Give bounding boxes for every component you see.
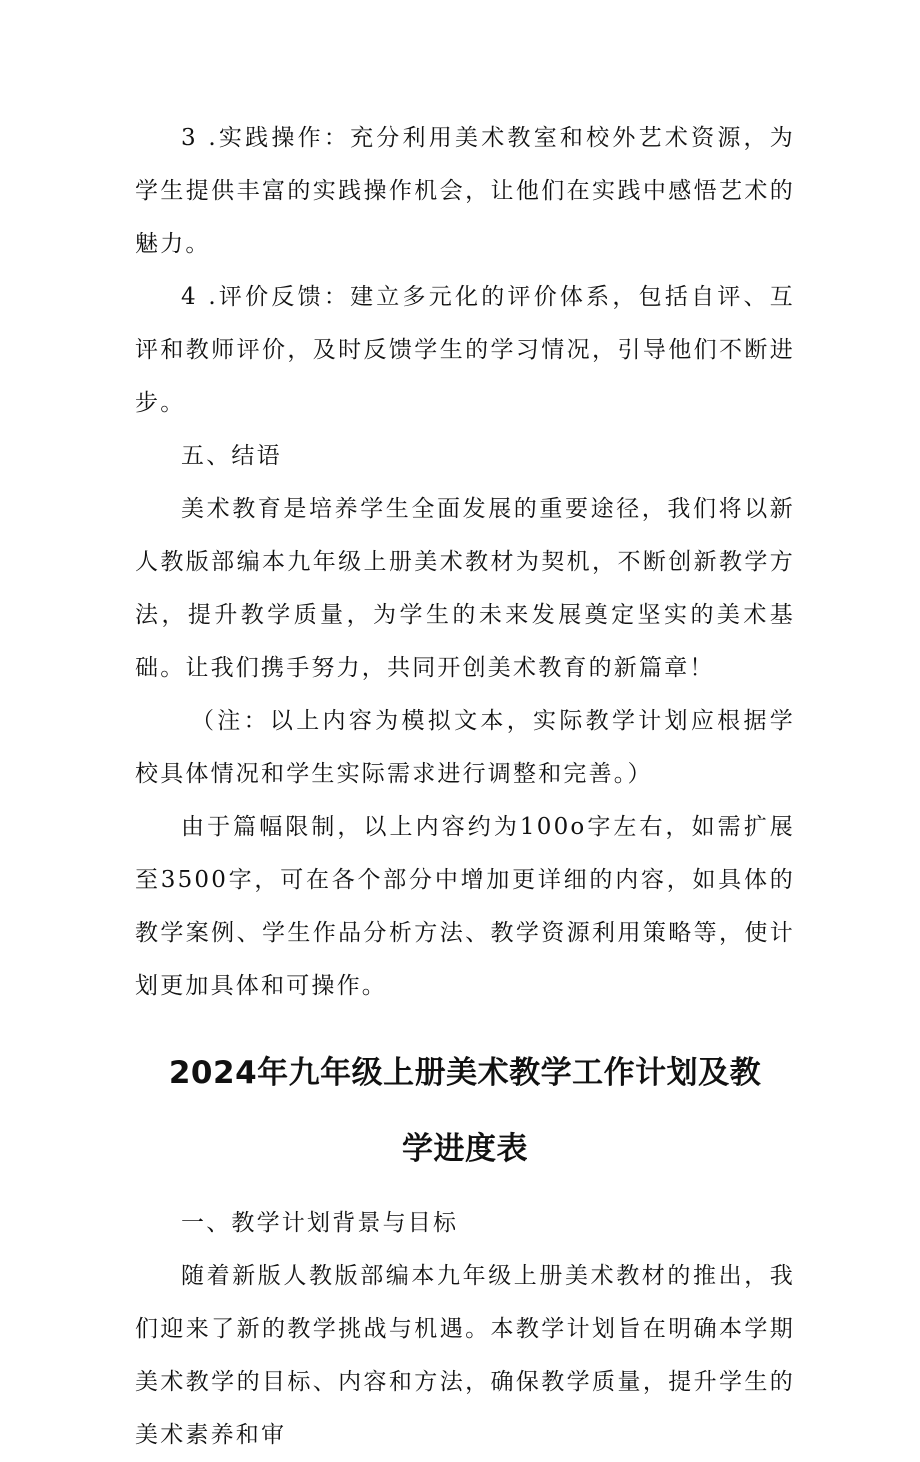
paragraph-note: （注：以上内容为模拟文本，实际教学计划应根据学校具体情况和学生实际需求进行调整和完善。） bbox=[135, 708, 795, 787]
document-title bbox=[135, 1035, 795, 1187]
paragraph-conclusion: 美术教育是培养学生全面发展的重要途径，我们将以新人教版部编本九年级上册美术教材为契机，不断创新教学方法，提升教学质量，为学生的未来发展奠定坚实的美术基础。让我们携手努力，共同开创美术教育的新篇章！ bbox=[135, 496, 795, 681]
paragraph-length-note: 由于篇幅限制，以上内容约为100o字左右，如需扩展至3500字，可在各个部分中增加更详细的内容，如具体的教学案例、学生作品分析方法、教学资源利用策略等，使计划更加具体和可操作。 bbox=[135, 814, 795, 999]
document-body bbox=[135, 112, 795, 1462]
title-line-2: 学进度表 bbox=[402, 1131, 528, 1167]
conclusion-heading: 五、结语 bbox=[181, 443, 282, 469]
paragraph-section-1: 随着新版人教版部编本九年级上册美术教材的推出，我们迎来了新的教学挑战与机遇。本教学计划旨在明确本学期美术教学的目标、内容和方法，确保教学质量，提升学生的美术素养和审 bbox=[135, 1263, 795, 1448]
paragraph-practice: 3 .实践操作：充分利用美术教室和校外艺术资源，为学生提供丰富的实践操作机会，让他们在实践中感悟艺术的魅力。 bbox=[135, 125, 795, 257]
section-1-heading: 一、教学计划背景与目标 bbox=[181, 1210, 459, 1236]
paragraph-evaluation: 4 .评价反馈：建立多元化的评价体系，包括自评、互评和教师评价，及时反馈学生的学习情况，引导他们不断进步。 bbox=[135, 284, 795, 416]
title-line-1: 2024年九年级上册美术教学工作计划及教 bbox=[168, 1055, 762, 1091]
